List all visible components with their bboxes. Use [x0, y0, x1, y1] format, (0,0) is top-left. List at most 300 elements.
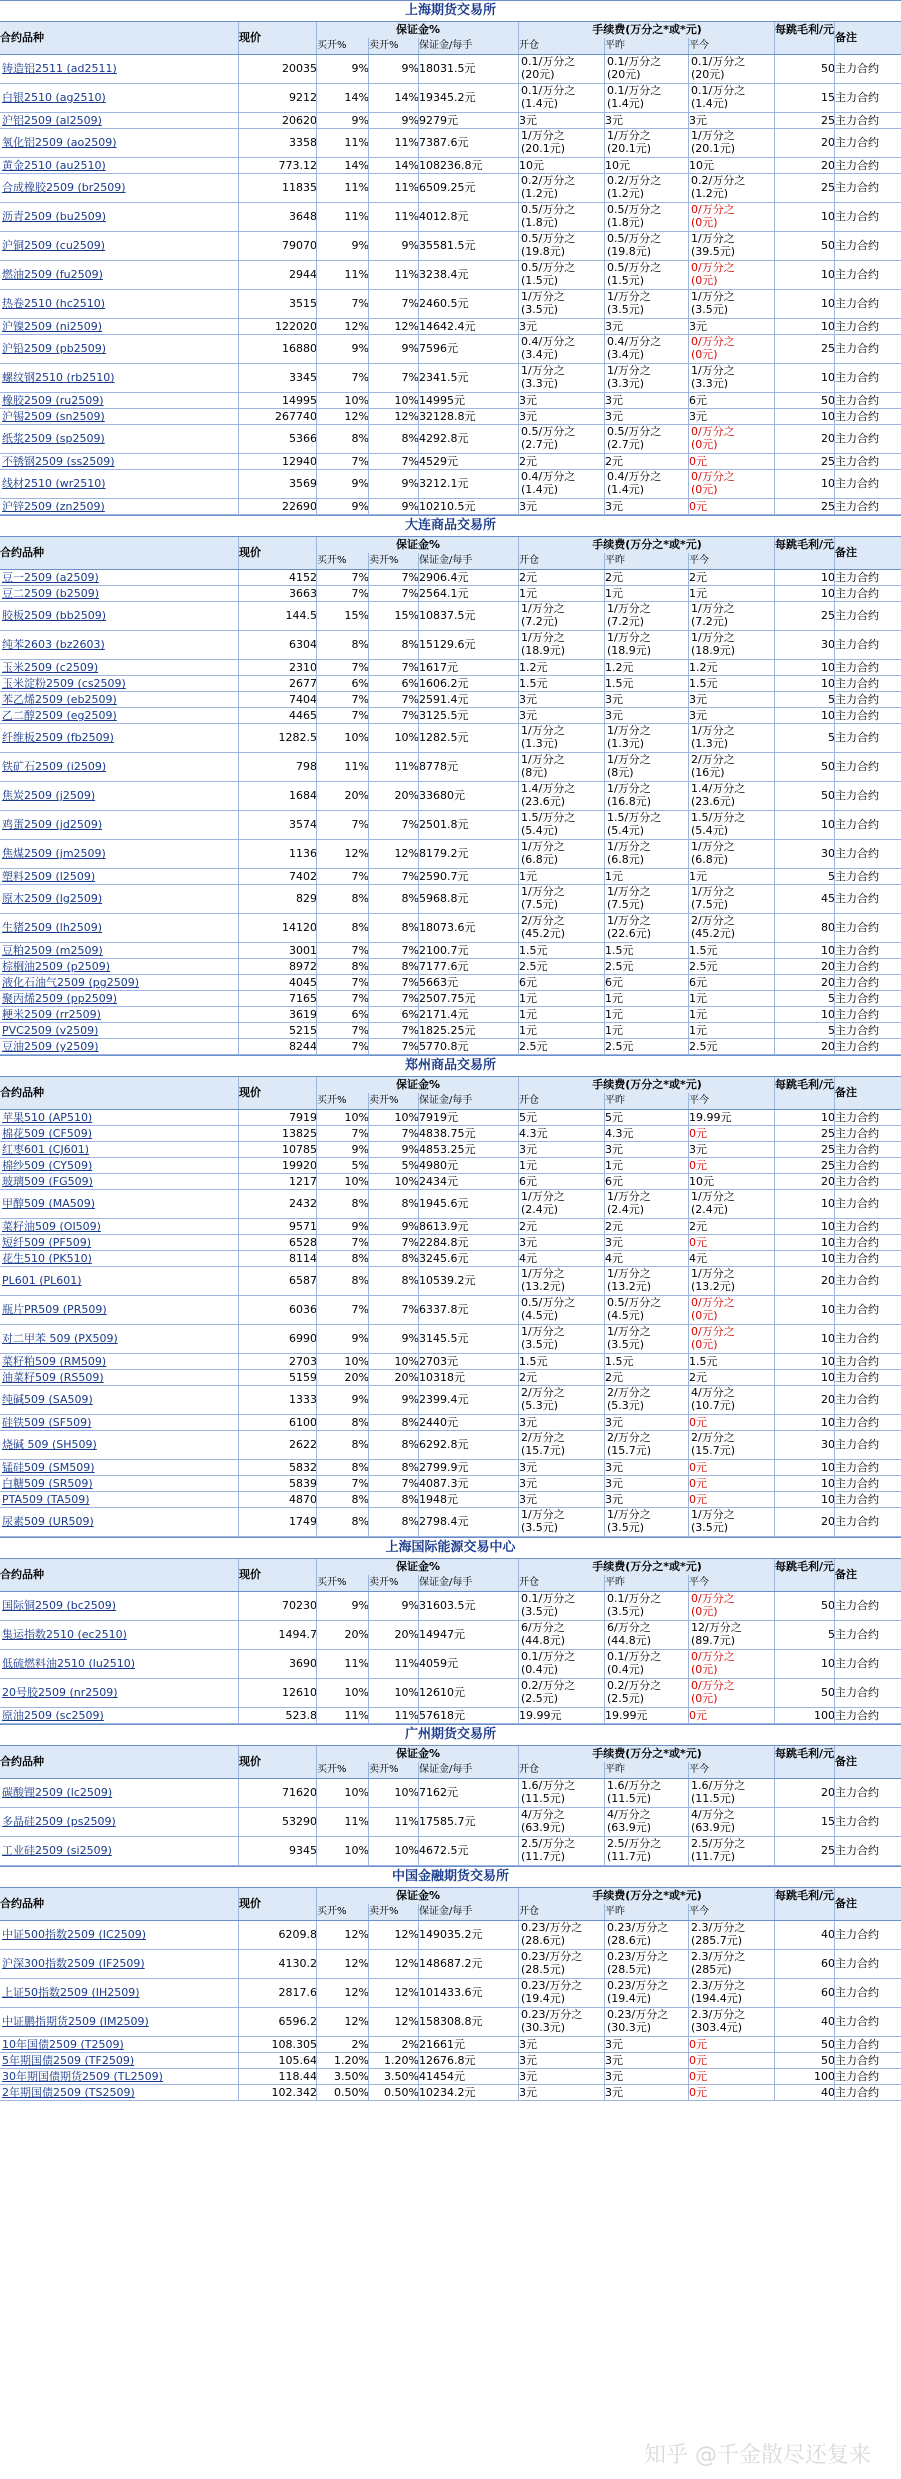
- price-cell: 20035: [238, 55, 320, 83]
- close-prev-fee-cell: 0.5/万分之 (4.5元): [604, 1296, 691, 1324]
- open-fee-cell: 1/万分之 (3.3元): [518, 364, 607, 392]
- section-title: 上海国际能源交易中心: [0, 1537, 901, 1559]
- contract-name-link[interactable]: PVC2509 (v2509): [2, 1024, 99, 1037]
- contract-name-link[interactable]: 豆一2509 (a2509): [2, 571, 99, 584]
- price-cell: 6036: [238, 1296, 320, 1324]
- sell-margin-cell: 7%: [368, 660, 422, 675]
- contract-name-link[interactable]: PL601 (PL601): [2, 1274, 82, 1287]
- contract-name-link[interactable]: 焦煤2509 (jm2509): [2, 847, 106, 860]
- close-today-fee-cell: 1.5元: [688, 943, 775, 958]
- open-fee-cell: 0.23/万分之 (28.5元): [518, 1950, 607, 1978]
- note-cell: 主力合约: [834, 1431, 901, 1459]
- close-prev-fee-cell: 3元: [604, 1142, 689, 1157]
- tick-profit-cell: 60: [774, 1950, 838, 1978]
- sell-margin-cell: 8%: [368, 1251, 422, 1266]
- header-open: 开仓: [518, 1575, 605, 1591]
- header-close-today: 平今: [688, 1575, 775, 1591]
- close-today-fee-cell: 1/万分之 (39.5元): [688, 232, 777, 260]
- sell-margin-cell: 8%: [368, 1460, 422, 1475]
- price-cell: 2310: [238, 660, 320, 675]
- tick-profit-cell: 20: [774, 1508, 838, 1536]
- per-lot-margin-cell: 1282.5元: [418, 724, 519, 752]
- contract-name-link[interactable]: 热卷2510 (hc2510): [2, 297, 106, 310]
- buy-margin-cell: 2%: [316, 2037, 372, 2052]
- price-cell: 1136: [238, 840, 320, 868]
- close-today-fee-cell: 4/万分之 (63.9元): [688, 1808, 777, 1836]
- note-cell: 主力合约: [834, 631, 901, 659]
- price-cell: 6990: [238, 1325, 320, 1353]
- per-lot-margin-cell: 2434元: [418, 1174, 519, 1189]
- close-today-fee-cell: 1/万分之 (18.9元): [688, 631, 777, 659]
- header-tick-profit: 每跳毛利/元: [774, 537, 835, 569]
- contract-name-link[interactable]: 沪铅2509 (pb2509): [2, 342, 107, 355]
- note-cell: 主力合约: [834, 1007, 901, 1022]
- close-prev-fee-cell: 4/万分之 (63.9元): [604, 1808, 691, 1836]
- contract-name-link[interactable]: 烧碱 509 (SH509): [2, 1438, 97, 1451]
- open-fee-cell: 4.3元: [518, 1126, 605, 1141]
- contract-name-link[interactable]: 花生510 (PK510): [2, 1252, 92, 1265]
- note-cell: 主力合约: [834, 499, 901, 514]
- tick-profit-cell: 40: [774, 2085, 838, 2100]
- close-prev-fee-cell: 19.99元: [604, 1708, 689, 1723]
- contract-name-link[interactable]: 纯碱509 (SA509): [2, 1393, 93, 1406]
- tick-profit-cell: 15: [774, 1808, 838, 1836]
- contract-name-link[interactable]: 沥青2509 (bu2509): [2, 210, 107, 223]
- note-cell: 主力合约: [834, 290, 901, 318]
- close-today-fee-cell: 1/万分之 (6.8元): [688, 840, 777, 868]
- contract-name-link[interactable]: 沪铜2509 (cu2509): [2, 239, 106, 252]
- buy-margin-cell: 14%: [316, 158, 372, 173]
- close-prev-fee-cell: 3元: [604, 2037, 689, 2052]
- contract-name-link[interactable]: 菜籽粕509 (RM509): [2, 1355, 107, 1368]
- table-row: [0, 602, 901, 631]
- per-lot-margin-cell: 2399.4元: [418, 1386, 519, 1414]
- close-prev-fee-cell: 0.2/万分之 (1.2元): [604, 174, 691, 202]
- close-prev-fee-cell: 1/万分之 (6.8元): [604, 840, 691, 868]
- note-cell: 主力合约: [834, 261, 901, 289]
- note-cell: 主力合约: [834, 1460, 901, 1475]
- sell-margin-cell: 20%: [368, 1621, 422, 1649]
- contract-name-link[interactable]: 沪锡2509 (sn2509): [2, 410, 105, 423]
- table-row: [0, 290, 901, 319]
- per-lot-margin-cell: 4838.75元: [418, 1126, 519, 1141]
- tick-profit-cell: 10: [774, 290, 838, 318]
- contract-name-link[interactable]: 豆油2509 (y2509): [2, 1040, 99, 1053]
- header-buy: 买开%: [316, 553, 369, 569]
- sell-margin-cell: 8%: [368, 885, 422, 913]
- header-contract: 合约品种: [0, 1897, 44, 1910]
- contract-name-link[interactable]: 鸡蛋2509 (jd2509): [2, 818, 103, 831]
- contract-name-link[interactable]: 苹果510 (AP510): [2, 1111, 93, 1124]
- contract-name-link[interactable]: 沪锌2509 (zn2509): [2, 500, 105, 513]
- contract-name-link[interactable]: 燃油2509 (fu2509): [2, 268, 103, 281]
- close-prev-fee-cell: 0.5/万分之 (19.8元): [604, 232, 691, 260]
- per-lot-margin-cell: 7162元: [418, 1779, 519, 1807]
- note-cell: 主力合约: [834, 1325, 901, 1353]
- contract-name-link[interactable]: 油菜籽509 (RS509): [2, 1371, 104, 1384]
- contract-name-link[interactable]: 氧化铝2509 (ao2509): [2, 136, 117, 149]
- tick-profit-cell: 25: [774, 499, 838, 514]
- tick-profit-cell: 60: [774, 1979, 838, 2007]
- table-row: [0, 660, 901, 676]
- close-prev-fee-cell: 2.5/万分之 (11.7元): [604, 1837, 691, 1865]
- per-lot-margin-cell: 31603.5元: [418, 1592, 519, 1620]
- contract-name-link[interactable]: 5年期国债2509 (TF2509): [2, 2054, 135, 2067]
- price-cell: 773.12: [238, 158, 320, 173]
- price-cell: 4870: [238, 1492, 320, 1507]
- contract-name-link[interactable]: 棉纱509 (CY509): [2, 1159, 93, 1172]
- price-cell: 5159: [238, 1370, 320, 1385]
- sell-margin-cell: 11%: [368, 174, 422, 202]
- close-today-fee-cell: 0/万分之 (0元): [688, 261, 777, 289]
- contract-name-link[interactable]: 玉米淀粉2509 (cs2509): [2, 677, 126, 690]
- price-cell: 267740: [238, 409, 320, 424]
- price-cell: 8244: [238, 1039, 320, 1054]
- table-row: [0, 959, 901, 975]
- note-cell: 主力合约: [834, 1039, 901, 1054]
- buy-margin-cell: 9%: [316, 1219, 372, 1234]
- buy-margin-cell: 8%: [316, 1267, 372, 1295]
- contract-name-link[interactable]: 纯苯2603 (bz2603): [2, 638, 105, 651]
- price-cell: 14120: [238, 914, 320, 942]
- per-lot-margin-cell: 148687.2元: [418, 1950, 519, 1978]
- header-close-today: 平今: [688, 1093, 775, 1109]
- contract-name-link[interactable]: 2年期国债2509 (TS2509): [2, 2086, 135, 2099]
- price-cell: 108.305: [238, 2037, 320, 2052]
- price-cell: 6304: [238, 631, 320, 659]
- contract-name-link[interactable]: 液化石油气2509 (pg2509): [2, 976, 140, 989]
- contract-name-link[interactable]: 塑料2509 (l2509): [2, 870, 96, 883]
- close-prev-fee-cell: 0.23/万分之 (19.4元): [604, 1979, 691, 2007]
- open-fee-cell: 0.23/万分之 (19.4元): [518, 1979, 607, 2007]
- per-lot-margin-cell: 4012.8元: [418, 203, 519, 231]
- per-lot-margin-cell: 8179.2元: [418, 840, 519, 868]
- header-contract: 合约品种: [0, 546, 44, 559]
- section-title: 郑州商品交易所: [0, 1055, 901, 1077]
- price-cell: 5832: [238, 1460, 320, 1475]
- close-prev-fee-cell: 2/万分之 (15.7元): [604, 1431, 691, 1459]
- price-cell: 3345: [238, 364, 320, 392]
- header-fee: 手续费(万分之*或*元): [518, 1746, 775, 1762]
- buy-margin-cell: 11%: [316, 753, 372, 781]
- close-today-fee-cell: 1.5元: [688, 1354, 775, 1369]
- contract-name-link[interactable]: 尿素509 (UR509): [2, 1515, 94, 1528]
- header-contract: 合约品种: [0, 1568, 44, 1581]
- tick-profit-cell: 25: [774, 1126, 838, 1141]
- close-prev-fee-cell: 6元: [604, 975, 689, 990]
- price-cell: 829: [238, 885, 320, 913]
- note-cell: 主力合约: [834, 1592, 901, 1620]
- contract-name-link[interactable]: 棉花509 (CF509): [2, 1127, 93, 1140]
- table-row: [0, 1592, 901, 1621]
- close-today-fee-cell: 3元: [688, 708, 775, 723]
- price-cell: 19920: [238, 1158, 320, 1173]
- open-fee-cell: 0.1/万分之 (1.4元): [518, 84, 607, 112]
- contract-name-link[interactable]: 纸浆2509 (sp2509): [2, 432, 105, 445]
- contract-name-link[interactable]: 对二甲苯 509 (PX509): [2, 1332, 118, 1345]
- contract-name-link[interactable]: 红枣601 (CJ601): [2, 1143, 89, 1156]
- per-lot-margin-cell: 3212.1元: [418, 470, 519, 498]
- per-lot-margin-cell: 1948元: [418, 1492, 519, 1507]
- price-cell: 1749: [238, 1508, 320, 1536]
- table-header: [0, 537, 901, 570]
- close-today-fee-cell: 0元: [688, 1460, 775, 1475]
- contract-name-link[interactable]: 沪镍2509 (ni2509): [2, 320, 103, 333]
- close-prev-fee-cell: 1/万分之 (3.5元): [604, 290, 691, 318]
- price-cell: 4130.2: [238, 1950, 320, 1978]
- close-prev-fee-cell: 1元: [604, 586, 689, 601]
- per-lot-margin-cell: 17585.7元: [418, 1808, 519, 1836]
- contract-name-link[interactable]: 生猪2509 (lh2509): [2, 921, 103, 934]
- contract-name-link[interactable]: 工业硅2509 (si2509): [2, 1844, 112, 1857]
- tick-profit-cell: 15: [774, 84, 838, 112]
- close-prev-fee-cell: 1元: [604, 991, 689, 1006]
- tick-profit-cell: 20: [774, 959, 838, 974]
- open-fee-cell: 2.5/万分之 (11.7元): [518, 1837, 607, 1865]
- contract-name-link[interactable]: 合成橡胶2509 (br2509): [2, 181, 126, 194]
- sell-margin-cell: 10%: [368, 1779, 422, 1807]
- buy-margin-cell: 7%: [316, 454, 372, 469]
- per-lot-margin-cell: 10234.2元: [418, 2085, 519, 2100]
- sell-margin-cell: 8%: [368, 1431, 422, 1459]
- contract-name-link[interactable]: 多晶硅2509 (ps2509): [2, 1815, 116, 1828]
- contract-name-link[interactable]: 焦炭2509 (j2509): [2, 789, 96, 802]
- tick-profit-cell: 40: [774, 2008, 838, 2036]
- per-lot-margin-cell: 3145.5元: [418, 1325, 519, 1353]
- contract-name-link[interactable]: 集运指数2510 (ec2510): [2, 1628, 127, 1641]
- contract-name-link[interactable]: 瓶片PR509 (PR509): [2, 1303, 107, 1316]
- note-cell: 主力合约: [834, 335, 901, 363]
- buy-margin-cell: 8%: [316, 1415, 372, 1430]
- per-lot-margin-cell: 108236.8元: [418, 158, 519, 173]
- close-prev-fee-cell: 6/万分之 (44.8元): [604, 1621, 691, 1649]
- contract-name-link[interactable]: 沪深300指数2509 (IF2509): [2, 1957, 145, 1970]
- contract-name-link[interactable]: 聚丙烯2509 (pp2509): [2, 992, 118, 1005]
- note-cell: 主力合约: [834, 991, 901, 1006]
- contract-name-link[interactable]: PTA509 (TA509): [2, 1493, 90, 1506]
- header-sell: 卖开%: [368, 38, 419, 54]
- close-prev-fee-cell: 3元: [604, 2069, 689, 2084]
- contract-name-link[interactable]: 10年国债2509 (T2509): [2, 2038, 124, 2051]
- contract-name-link[interactable]: 国际铜2509 (bc2509): [2, 1599, 117, 1612]
- per-lot-margin-cell: 10210.5元: [418, 499, 519, 514]
- note-cell: 主力合约: [834, 364, 901, 392]
- note-cell: 主力合约: [834, 409, 901, 424]
- table-row: [0, 782, 901, 811]
- sell-margin-cell: 11%: [368, 1808, 422, 1836]
- sell-margin-cell: 10%: [368, 393, 422, 408]
- open-fee-cell: 3元: [518, 708, 605, 723]
- contract-name-link[interactable]: 苯乙烯2509 (eb2509): [2, 693, 117, 706]
- table-row: [0, 470, 901, 499]
- note-cell: 主力合约: [834, 586, 901, 601]
- contract-name-link[interactable]: 低硫燃料油2510 (lu2510): [2, 1657, 136, 1670]
- table-row: [0, 1370, 901, 1386]
- table-row: [0, 55, 901, 84]
- contract-name-link[interactable]: 黄金2510 (au2510): [2, 159, 106, 172]
- table-row: [0, 975, 901, 991]
- note-cell: 主力合约: [834, 570, 901, 585]
- header-sell: 卖开%: [368, 1904, 419, 1920]
- contract-name-link[interactable]: 棕榈油2509 (p2509): [2, 960, 111, 973]
- note-cell: 主力合约: [834, 1621, 901, 1649]
- contract-name-link[interactable]: 30年期国债期货2509 (TL2509): [2, 2070, 163, 2083]
- tick-profit-cell: 50: [774, 55, 838, 83]
- sell-margin-cell: 9%: [368, 113, 422, 128]
- contract-name-link[interactable]: 豆粕2509 (m2509): [2, 944, 103, 957]
- contract-name-link[interactable]: 纤维板2509 (fb2509): [2, 731, 114, 744]
- close-today-fee-cell: 1/万分之 (7.2元): [688, 602, 777, 630]
- contract-name-link[interactable]: 白银2510 (ag2510): [2, 91, 106, 104]
- open-fee-cell: 3元: [518, 319, 605, 334]
- table-row: [0, 991, 901, 1007]
- contract-name-link[interactable]: 原油2509 (sc2509): [2, 1709, 104, 1722]
- per-lot-margin-cell: 5770.8元: [418, 1039, 519, 1054]
- tick-profit-cell: 10: [774, 1251, 838, 1266]
- sell-margin-cell: 10%: [368, 1679, 422, 1707]
- buy-margin-cell: 10%: [316, 724, 372, 752]
- contract-name-link[interactable]: 硅铁509 (SF509): [2, 1416, 92, 1429]
- sell-margin-cell: 11%: [368, 129, 422, 157]
- close-prev-fee-cell: 1/万分之 (13.2元): [604, 1267, 691, 1295]
- contract-name-link[interactable]: 乙二醇2509 (eg2509): [2, 709, 117, 722]
- tick-profit-cell: 10: [774, 470, 838, 498]
- price-cell: 9212: [238, 84, 320, 112]
- open-fee-cell: 0.4/万分之 (3.4元): [518, 335, 607, 363]
- contract-name-link[interactable]: 不锈钢2509 (ss2509): [2, 455, 115, 468]
- price-cell: 3690: [238, 1650, 320, 1678]
- close-today-fee-cell: 4元: [688, 1251, 775, 1266]
- buy-margin-cell: 9%: [316, 1325, 372, 1353]
- contract-name-link[interactable]: 胶板2509 (bb2509): [2, 609, 107, 622]
- close-today-fee-cell: 1.4/万分之 (23.6元): [688, 782, 777, 810]
- buy-margin-cell: 7%: [316, 1039, 372, 1054]
- contract-name-link[interactable]: 上证50指数2509 (IH2509): [2, 1986, 140, 1999]
- open-fee-cell: 1/万分之 (20.1元): [518, 129, 607, 157]
- per-lot-margin-cell: 2507.75元: [418, 991, 519, 1006]
- table-row: [0, 2037, 901, 2053]
- close-today-fee-cell: 1元: [688, 1007, 775, 1022]
- header-margin: 保证金%: [316, 537, 519, 553]
- buy-margin-cell: 12%: [316, 840, 372, 868]
- contract-name-link[interactable]: 橡胶2509 (ru2509): [2, 394, 104, 407]
- open-fee-cell: 6元: [518, 975, 605, 990]
- table-row: [0, 1508, 901, 1537]
- tick-profit-cell: 10: [774, 364, 838, 392]
- header-close-prev: 平昨: [604, 1762, 689, 1778]
- table-row: [0, 1950, 901, 1979]
- price-cell: 102.342: [238, 2085, 320, 2100]
- close-prev-fee-cell: 3元: [604, 2085, 689, 2100]
- note-cell: 主力合约: [834, 55, 901, 83]
- close-prev-fee-cell: 0.1/万分之 (0.4元): [604, 1650, 691, 1678]
- open-fee-cell: 3元: [518, 692, 605, 707]
- close-today-fee-cell: 2元: [688, 1219, 775, 1234]
- price-cell: 3515: [238, 290, 320, 318]
- open-fee-cell: 1.6/万分之 (11.5元): [518, 1779, 607, 1807]
- header-margin: 保证金%: [316, 22, 519, 38]
- header-tick-profit: 每跳毛利/元: [774, 1888, 835, 1920]
- per-lot-margin-cell: 7177.6元: [418, 959, 519, 974]
- contract-name-link[interactable]: 粳米2509 (rr2509): [2, 1008, 101, 1021]
- open-fee-cell: 2元: [518, 570, 605, 585]
- contract-name-link[interactable]: 线材2510 (wr2510): [2, 477, 106, 490]
- per-lot-margin-cell: 2906.4元: [418, 570, 519, 585]
- price-cell: 12940: [238, 454, 320, 469]
- header-close-prev: 平昨: [604, 1093, 689, 1109]
- buy-margin-cell: 5%: [316, 1158, 372, 1173]
- contract-name-link[interactable]: 铁矿石2509 (i2509): [2, 760, 107, 773]
- buy-margin-cell: 7%: [316, 811, 372, 839]
- sell-margin-cell: 11%: [368, 753, 422, 781]
- note-cell: 主力合约: [834, 943, 901, 958]
- contract-name-link[interactable]: 20号胶2509 (nr2509): [2, 1686, 118, 1699]
- tick-profit-cell: 10: [774, 1110, 838, 1125]
- open-fee-cell: 3元: [518, 2069, 605, 2084]
- note-cell: 主力合约: [834, 602, 901, 630]
- contract-name-link[interactable]: 铸造铝2511 (ad2511): [2, 62, 117, 75]
- buy-margin-cell: 9%: [316, 1592, 372, 1620]
- close-prev-fee-cell: 2元: [604, 1219, 689, 1234]
- contract-name-link[interactable]: 原木2509 (lg2509): [2, 892, 103, 905]
- table-row: [0, 1708, 901, 1724]
- contract-name-link[interactable]: 中证鹏指期货2509 (IM2509): [2, 2015, 149, 2028]
- price-cell: 1333: [238, 1386, 320, 1414]
- header-price: 现价: [238, 22, 317, 54]
- price-cell: 523.8: [238, 1708, 320, 1723]
- note-cell: 主力合约: [834, 113, 901, 128]
- note-cell: 主力合约: [834, 1158, 901, 1173]
- contract-name-link[interactable]: 甲醇509 (MA509): [2, 1197, 96, 1210]
- contract-name-link[interactable]: 玉米2509 (c2509): [2, 661, 99, 674]
- per-lot-margin-cell: 35581.5元: [418, 232, 519, 260]
- contract-name-link[interactable]: 螺纹钢2510 (rb2510): [2, 371, 115, 384]
- sell-margin-cell: 7%: [368, 811, 422, 839]
- open-fee-cell: 0.5/万分之 (1.8元): [518, 203, 607, 231]
- buy-margin-cell: 12%: [316, 1921, 372, 1949]
- sell-margin-cell: 12%: [368, 840, 422, 868]
- tick-profit-cell: 20: [774, 1267, 838, 1295]
- note-cell: 主力合约: [834, 1837, 901, 1865]
- close-prev-fee-cell: 3元: [604, 1476, 689, 1491]
- tick-profit-cell: 10: [774, 1219, 838, 1234]
- price-cell: 2622: [238, 1431, 320, 1459]
- header-close-prev: 平昨: [604, 553, 689, 569]
- sell-margin-cell: 7%: [368, 586, 422, 601]
- open-fee-cell: 10元: [518, 158, 605, 173]
- contract-name-link[interactable]: 沪铝2509 (al2509): [2, 114, 102, 127]
- note-cell: 主力合约: [834, 1708, 901, 1723]
- sell-margin-cell: 12%: [368, 1921, 422, 1949]
- header-margin: 保证金%: [316, 1746, 519, 1762]
- buy-margin-cell: 8%: [316, 1492, 372, 1507]
- close-prev-fee-cell: 1.6/万分之 (11.5元): [604, 1779, 691, 1807]
- contract-name-link[interactable]: 碳酸锂2509 (lc2509): [2, 1786, 113, 1799]
- contract-name-link[interactable]: 中证500指数2509 (IC2509): [2, 1928, 146, 1941]
- note-cell: 主力合约: [834, 425, 901, 453]
- contract-name-link[interactable]: 白糖509 (SR509): [2, 1477, 93, 1490]
- contract-name-link[interactable]: 锰硅509 (SM509): [2, 1461, 95, 1474]
- header-contract: 合约品种: [0, 1755, 44, 1768]
- table-row: [0, 2085, 901, 2101]
- table-row: [0, 1251, 901, 1267]
- contract-name-link[interactable]: 玻璃509 (FG509): [2, 1175, 93, 1188]
- contract-name-link[interactable]: 短纤509 (PF509): [2, 1236, 92, 1249]
- buy-margin-cell: 10%: [316, 1837, 372, 1865]
- contract-name-link[interactable]: 菜籽油509 (OI509): [2, 1220, 101, 1233]
- contract-name-link[interactable]: 豆二2509 (b2509): [2, 587, 100, 600]
- tick-profit-cell: 5: [774, 991, 838, 1006]
